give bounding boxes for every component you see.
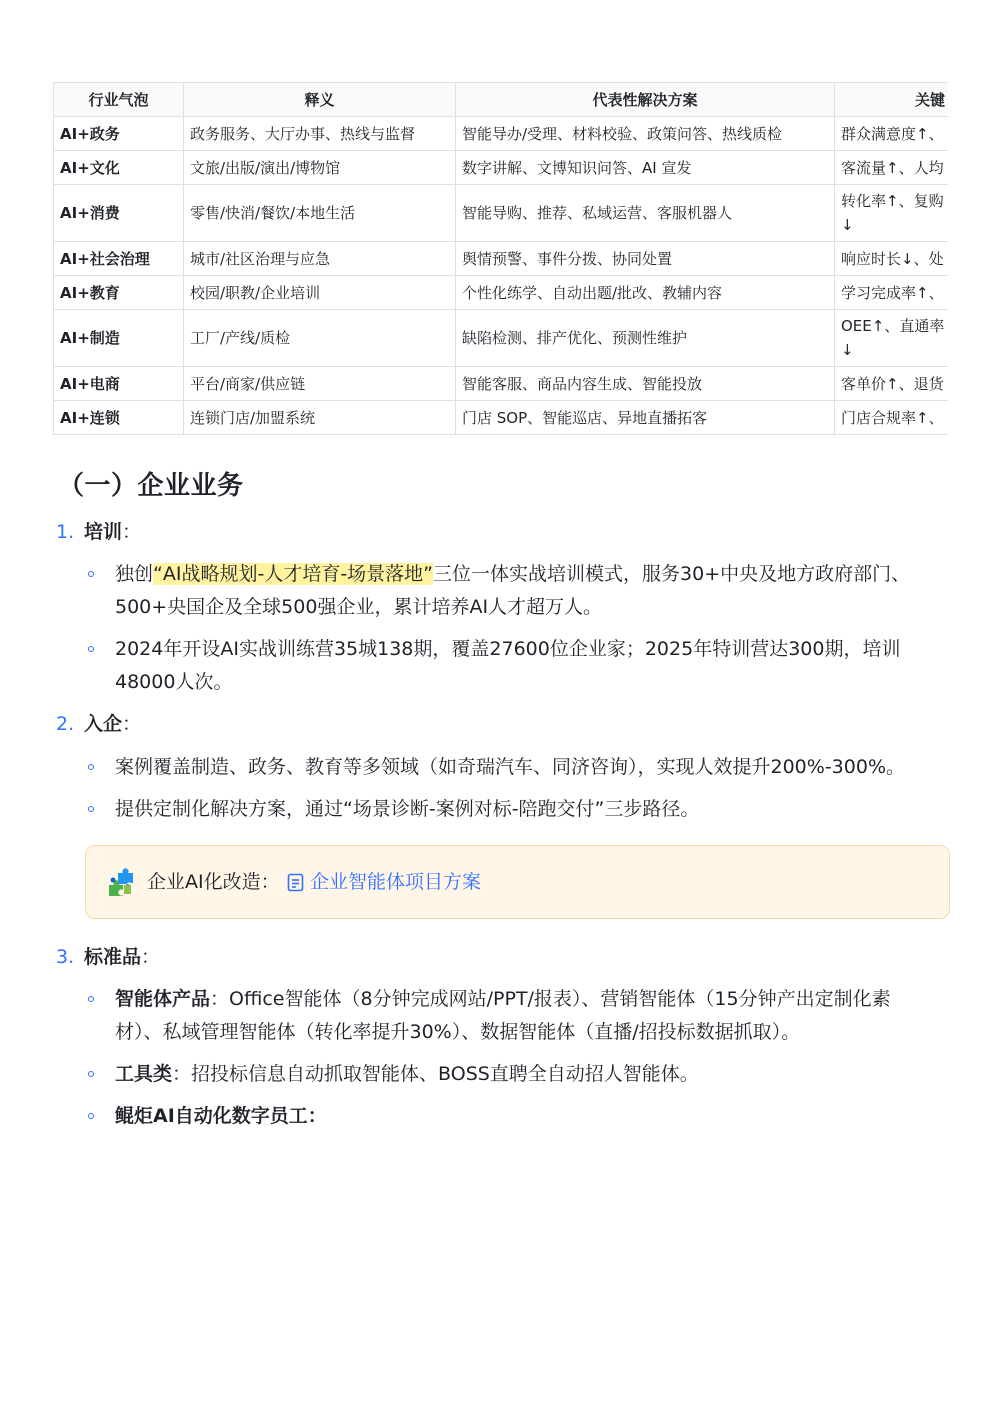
meaning-cell: 政务服务、大厅办事、热线与监督 — [184, 117, 456, 151]
industry-name-cell: AI+消费 — [54, 185, 184, 242]
industry-name-cell: AI+社会治理 — [54, 242, 184, 276]
bullet-dot — [88, 1071, 94, 1077]
industry-name-cell: AI+电商 — [54, 367, 184, 401]
header-industry: 行业气泡 — [54, 83, 184, 117]
table-row — [54, 242, 949, 276]
solution-cell: 门店 SOP、智能巡店、异地直播拓客 — [456, 401, 835, 435]
callout-box — [85, 845, 950, 919]
key-metric-cell: 客单价↑、退货 — [835, 367, 949, 401]
bullet-dot — [88, 646, 94, 652]
bullet-item: 鲲炬AI自动化数字员工： — [88, 1100, 938, 1133]
project-plan-link[interactable] — [287, 867, 481, 897]
puzzle-icon — [106, 868, 136, 898]
industry-name-cell: AI+连锁 — [54, 401, 184, 435]
list-item-enterprise: 2. 入企： — [56, 709, 141, 739]
bullet-dot — [88, 806, 94, 812]
industry-name-cell: AI+制造 — [54, 310, 184, 367]
solution-cell: 智能导购、推荐、私域运营、客服机器人 — [456, 185, 835, 242]
solution-cell: 数字讲解、文博知识问答、AI 宣发 — [456, 151, 835, 185]
list-number: 3. — [56, 946, 75, 968]
key-metric-cell: 客流量↑、人均 — [835, 151, 949, 185]
bullet-item: 独创“AI战略规划-人才培育-场景落地”三位一体实战培训模式，服务30+中央及地方政府部门、500+央国企及全球500强企业，累计培养AI人才超万人。 — [88, 558, 938, 624]
callout-label: 企业AI化改造： — [147, 871, 280, 893]
key-metric-cell: 学习完成率↑、 — [835, 276, 949, 310]
section-title: （一）企业业务 — [58, 471, 244, 501]
table-row — [54, 117, 949, 151]
table-row — [54, 367, 949, 401]
industry-name-cell: AI+文化 — [54, 151, 184, 185]
table-row — [54, 185, 949, 242]
link-text: 企业智能体项目方案 — [310, 871, 482, 893]
solution-cell: 缺陷检测、排产优化、预测性维护 — [456, 310, 835, 367]
solution-cell: 舆情预警、事件分拨、协同处置 — [456, 242, 835, 276]
key-metric-cell: 群众满意度↑、 — [835, 117, 949, 151]
industry-name-cell: AI+政务 — [54, 117, 184, 151]
meaning-cell: 工厂/产线/质检 — [184, 310, 456, 367]
header-key: 关键 — [835, 83, 949, 117]
key-metric-cell: 门店合规率↑、 — [835, 401, 949, 435]
meaning-cell: 文旅/出版/演出/博物馆 — [184, 151, 456, 185]
bullet-dot — [88, 1113, 94, 1119]
key-metric-cell: 转化率↑、复购 ↓ — [835, 185, 949, 242]
table-row — [54, 276, 949, 310]
industry-table-container — [53, 82, 948, 435]
meaning-cell: 城市/社区治理与应急 — [184, 242, 456, 276]
solution-cell: 智能导办/受理、材料校验、政策问答、热线质检 — [456, 117, 835, 151]
list-number: 1. — [56, 521, 75, 543]
bullet-item: 提供定制化解决方案，通过“场景诊断-案例对标-陪跑交付”三步路径。 — [88, 793, 938, 826]
meaning-cell: 平台/商家/供应链 — [184, 367, 456, 401]
list-number: 2. — [56, 713, 75, 735]
meaning-cell: 校园/职教/企业培训 — [184, 276, 456, 310]
header-solution: 代表性解决方案 — [456, 83, 835, 117]
table-row — [54, 401, 949, 435]
list-item-standard-products: 3. 标准品： — [56, 942, 160, 972]
bullet-item: 2024年开设AI实战训练营35城138期，覆盖27600位企业家；2025年特训营达300期，培训48000人次。 — [88, 633, 938, 699]
bullet-item: 案例覆盖制造、政务、教育等多领域（如奇瑞汽车、同济咨询），实现人效提升200%-300%。 — [88, 751, 938, 784]
solution-cell: 个性化练学、自动出题/批改、教辅内容 — [456, 276, 835, 310]
table-row — [54, 151, 949, 185]
list-item-training: 1. 培训： — [56, 517, 141, 547]
bullet-dot — [88, 571, 94, 577]
bullet-dot — [88, 764, 94, 770]
list-label: 培训 — [84, 521, 123, 543]
table-row — [54, 310, 949, 367]
list-label: 入企 — [84, 713, 123, 735]
highlighted-text: “AI战略规划-人才培育-场景落地” — [153, 563, 434, 585]
bullet-item: 工具类：招投标信息自动抓取智能体、BOSS直聘全自动招人智能体。 — [88, 1058, 938, 1091]
table-header-row — [54, 83, 949, 117]
key-metric-cell: 响应时长↓、处 — [835, 242, 949, 276]
list-label: 标准品 — [84, 946, 142, 968]
meaning-cell: 零售/快消/餐饮/本地生活 — [184, 185, 456, 242]
industry-name-cell: AI+教育 — [54, 276, 184, 310]
header-meaning: 释义 — [184, 83, 456, 117]
bullet-item: 智能体产品：Office智能体（8分钟完成网站/PPT/报表）、营销智能体（15分钟产出定制化素材）、私域管理智能体（转化率提升30%）、数据智能体（直播/招投标数据抓取）。 — [88, 983, 938, 1049]
bullet-dot — [88, 996, 94, 1002]
meaning-cell: 连锁门店/加盟系统 — [184, 401, 456, 435]
solution-cell: 智能客服、商品内容生成、智能投放 — [456, 367, 835, 401]
key-metric-cell: OEE↑、直通率 ↓ — [835, 310, 949, 367]
industry-table — [53, 82, 948, 435]
document-icon — [287, 873, 304, 892]
